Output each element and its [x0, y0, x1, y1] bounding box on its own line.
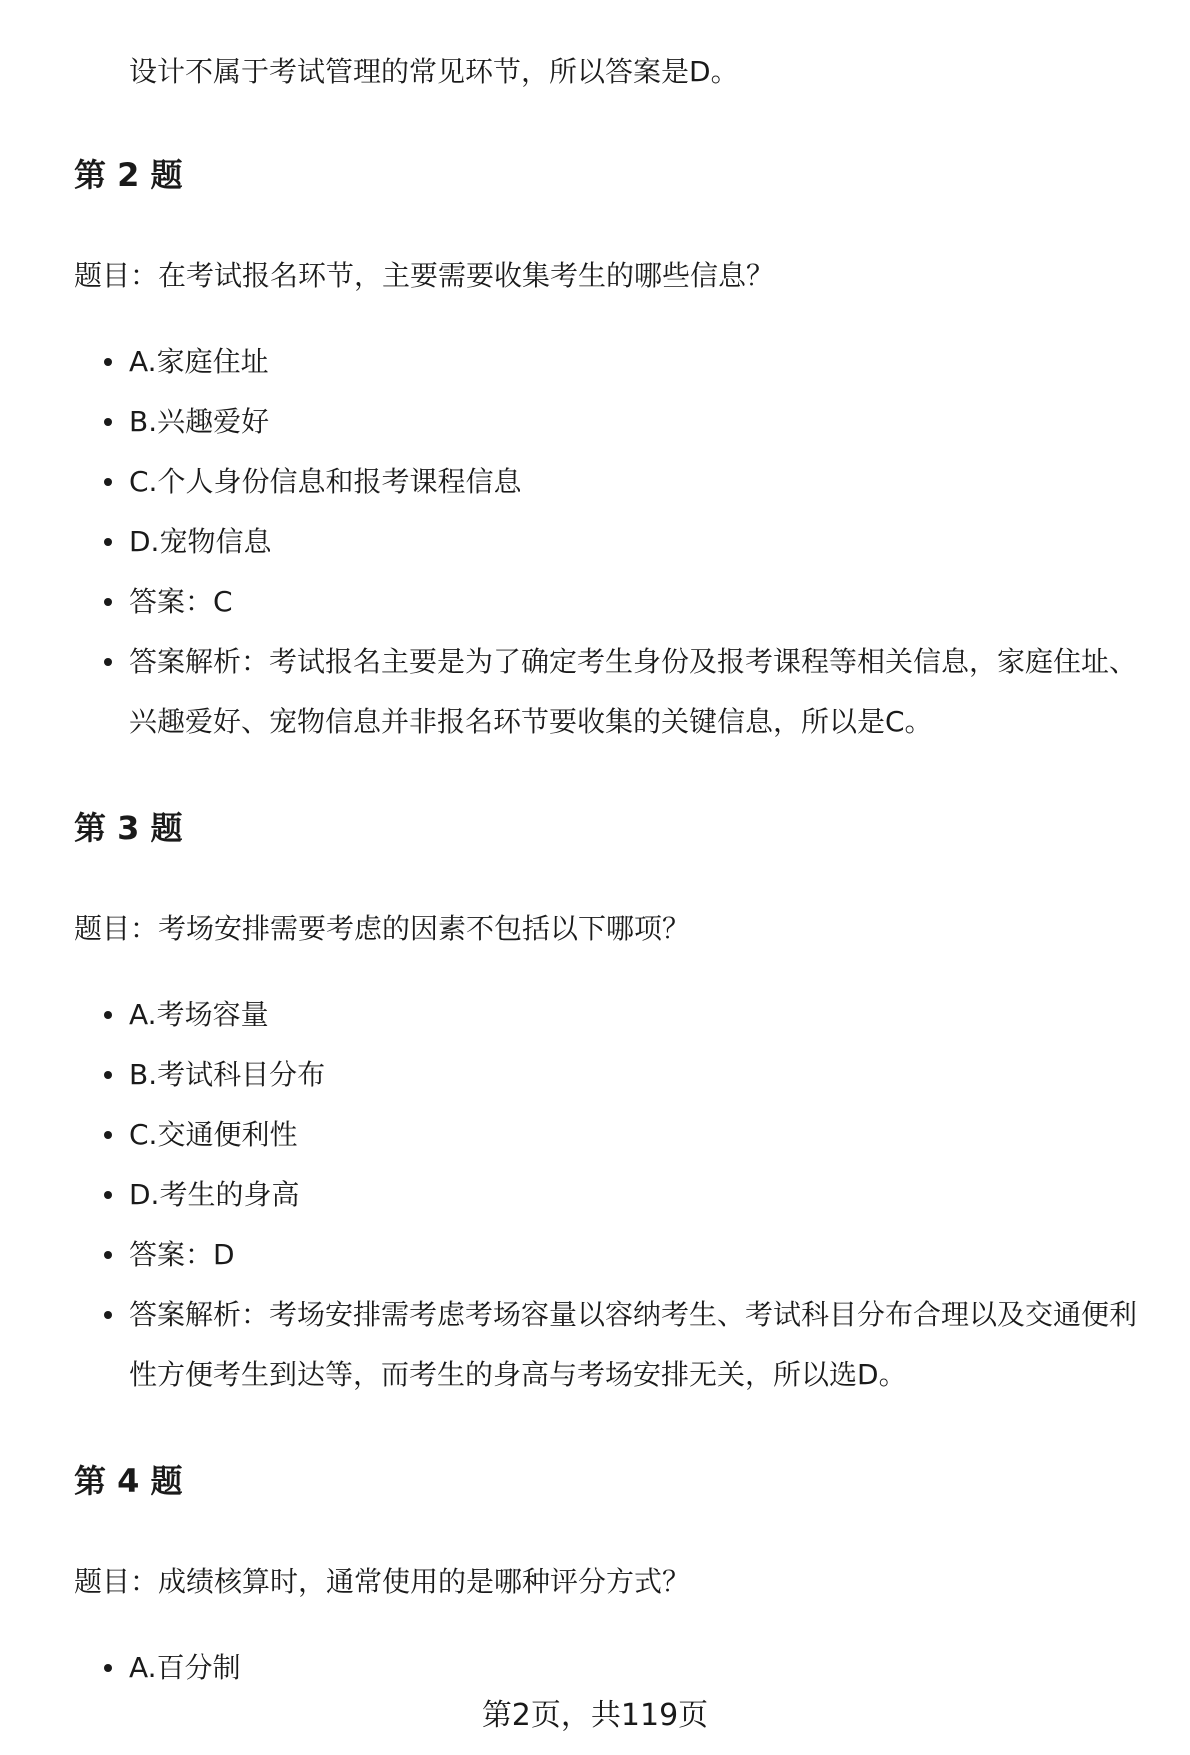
- list-item: D.考生的身高: [0, 1165, 1190, 1225]
- list-item: C.交通便利性: [0, 1105, 1190, 1165]
- list-item: C.个人身份信息和报考课程信息: [0, 452, 1190, 512]
- list-item: A.家庭住址: [0, 332, 1190, 392]
- answer-explanation: 答案解析：考场安排需考虑考场容量以容纳考生、考试科目分布合理以及交通便利性方便考生到达等，而考生的身高与考场安排无关，所以选D。: [0, 1285, 1190, 1405]
- question-3-options: [0, 985, 1190, 1405]
- list-item: B.兴趣爱好: [0, 392, 1190, 452]
- page-number-footer: 第2页，共119页: [481, 1698, 709, 1733]
- question-2-options: [0, 332, 1190, 752]
- question-4-text: 题目：成绩核算时，通常使用的是哪种评分方式？: [74, 1565, 691, 1598]
- answer: 答案：C: [0, 572, 1190, 632]
- question-2-text: 题目：在考试报名环节，主要需要收集考生的哪些信息？: [74, 259, 775, 292]
- previous-explanation-continuation: 设计不属于考试管理的常见环节，所以答案是D。: [129, 55, 739, 88]
- list-item: B.考试科目分布: [0, 1045, 1190, 1105]
- list-item: A.百分制: [0, 1638, 1190, 1698]
- answer-explanation: 答案解析：考试报名主要是为了确定考生身份及报考课程等相关信息，家庭住址、兴趣爱好、宠物信息并非报名环节要收集的关键信息，所以是C。: [0, 632, 1190, 752]
- list-item: A.考场容量: [0, 985, 1190, 1045]
- question-3-title: 第 3 题: [74, 809, 183, 847]
- question-2-title: 第 2 题: [74, 156, 183, 194]
- list-item: D.宠物信息: [0, 512, 1190, 572]
- answer: 答案：D: [0, 1225, 1190, 1285]
- question-4-title: 第 4 题: [74, 1462, 183, 1500]
- question-3-text: 题目：考场安排需要考虑的因素不包括以下哪项？: [74, 912, 691, 945]
- question-4-options: [0, 1638, 1190, 1698]
